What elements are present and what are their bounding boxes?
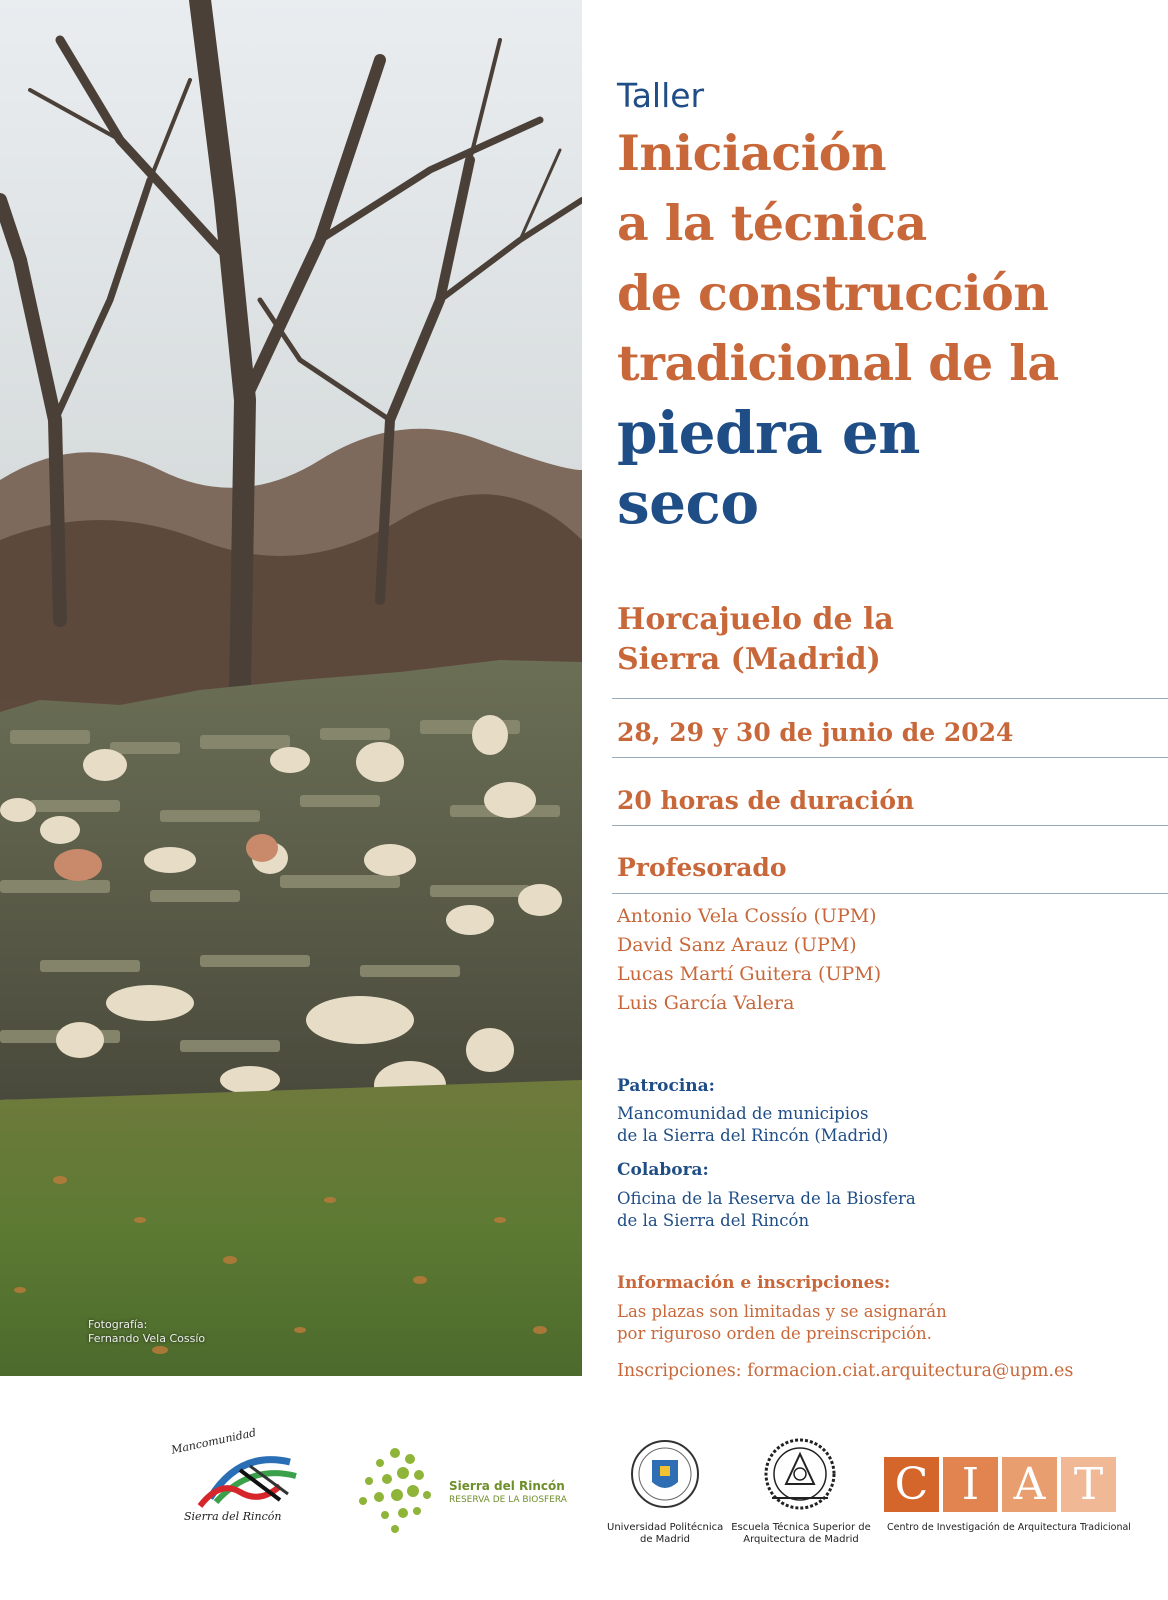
ciat-letter-c: C bbox=[884, 1457, 939, 1512]
cover-photo bbox=[0, 0, 582, 1376]
etsam-logo bbox=[762, 1436, 838, 1512]
mancomunidad-logo bbox=[170, 1426, 330, 1530]
etsam-seal-icon bbox=[762, 1436, 838, 1512]
workshop-dates: 28, 29 y 30 de junio de 2024 bbox=[617, 718, 1014, 747]
place-line-1: Horcajuelo de la bbox=[617, 602, 894, 637]
dry-stone-wall-photo bbox=[0, 0, 582, 1376]
photo-credit-name: Fernando Vela Cossío bbox=[88, 1332, 206, 1345]
title-line-3: de construcción bbox=[617, 264, 1049, 322]
title-line-4: tradicional de la bbox=[617, 334, 1059, 392]
sponsor-line: Mancomunidad de municipios bbox=[617, 1104, 869, 1123]
sponsor-line: de la Sierra del Rincón (Madrid) bbox=[617, 1126, 889, 1145]
divider bbox=[612, 893, 1168, 894]
sierra-logo-name: Sierra del Rincón bbox=[449, 1479, 565, 1493]
title-line-2: a la técnica bbox=[617, 194, 927, 252]
ciat-letter-i: I bbox=[943, 1457, 998, 1512]
collaborator-heading: Colabora: bbox=[617, 1160, 709, 1180]
workshop-duration: 20 horas de duración bbox=[617, 786, 915, 815]
title-highlight-line-1: piedra en bbox=[617, 399, 920, 467]
collaborator-text bbox=[617, 1188, 916, 1232]
registration-email[interactable]: Inscripciones: formacion.ciat.arquitectura@upm.es bbox=[617, 1361, 1074, 1381]
faculty-member: Luis García Valera bbox=[617, 992, 795, 1014]
info-line: Las plazas son limitadas y se asignarán bbox=[617, 1302, 947, 1321]
ciat-caption: Centro de Investigación de Arquitectura Tradicional bbox=[887, 1522, 1131, 1533]
info-text bbox=[617, 1301, 947, 1345]
sponsor-text bbox=[617, 1103, 888, 1147]
mancomunidad-top-text: Mancomunidad bbox=[170, 1426, 258, 1457]
sierra-logo-subtitle: RESERVA DE LA BIOSFERA bbox=[449, 1495, 567, 1505]
faculty-member: Antonio Vela Cossío (UPM) bbox=[617, 905, 877, 927]
faculty-heading: Profesorado bbox=[617, 853, 787, 882]
workshop-kicker: Taller bbox=[617, 76, 705, 115]
sierra-del-rincon-logo bbox=[355, 1445, 580, 1535]
etsam-caption-line: Escuela Técnica Superior de bbox=[731, 1522, 871, 1533]
sierra-dots-icon bbox=[355, 1445, 445, 1535]
upm-caption-line: de Madrid bbox=[639, 1534, 691, 1545]
title-line-1: Iniciación bbox=[617, 124, 887, 182]
mancomunidad-bottom-text: Sierra del Rincón bbox=[184, 1510, 282, 1523]
info-line: por riguroso orden de preinscripción. bbox=[617, 1324, 932, 1343]
divider bbox=[612, 698, 1168, 699]
ciat-letter-t: T bbox=[1061, 1457, 1116, 1512]
etsam-caption-line: Arquitectura de Madrid bbox=[743, 1534, 859, 1545]
photo-credit bbox=[88, 1318, 288, 1346]
upm-logo bbox=[630, 1436, 700, 1512]
faculty-member: David Sanz Arauz (UPM) bbox=[617, 934, 857, 956]
ciat-letter-a: A bbox=[1002, 1457, 1057, 1512]
upm-caption bbox=[607, 1522, 723, 1546]
divider bbox=[612, 825, 1168, 826]
divider bbox=[612, 757, 1168, 758]
collaborator-line: de la Sierra del Rincón bbox=[617, 1211, 810, 1230]
upm-caption-line: Universidad Politécnica bbox=[607, 1522, 724, 1533]
faculty-member: Lucas Martí Guitera (UPM) bbox=[617, 963, 882, 985]
info-heading: Información e inscripciones: bbox=[617, 1273, 891, 1293]
photo-credit-label: Fotografía: bbox=[88, 1318, 148, 1331]
etsam-caption bbox=[728, 1522, 874, 1546]
place-line-2: Sierra (Madrid) bbox=[617, 642, 881, 677]
upm-seal-icon bbox=[630, 1436, 700, 1512]
collaborator-line: Oficina de la Reserva de la Biosfera bbox=[617, 1189, 916, 1208]
sponsor-heading: Patrocina: bbox=[617, 1076, 715, 1096]
title-highlight-line-2: seco bbox=[617, 469, 759, 537]
